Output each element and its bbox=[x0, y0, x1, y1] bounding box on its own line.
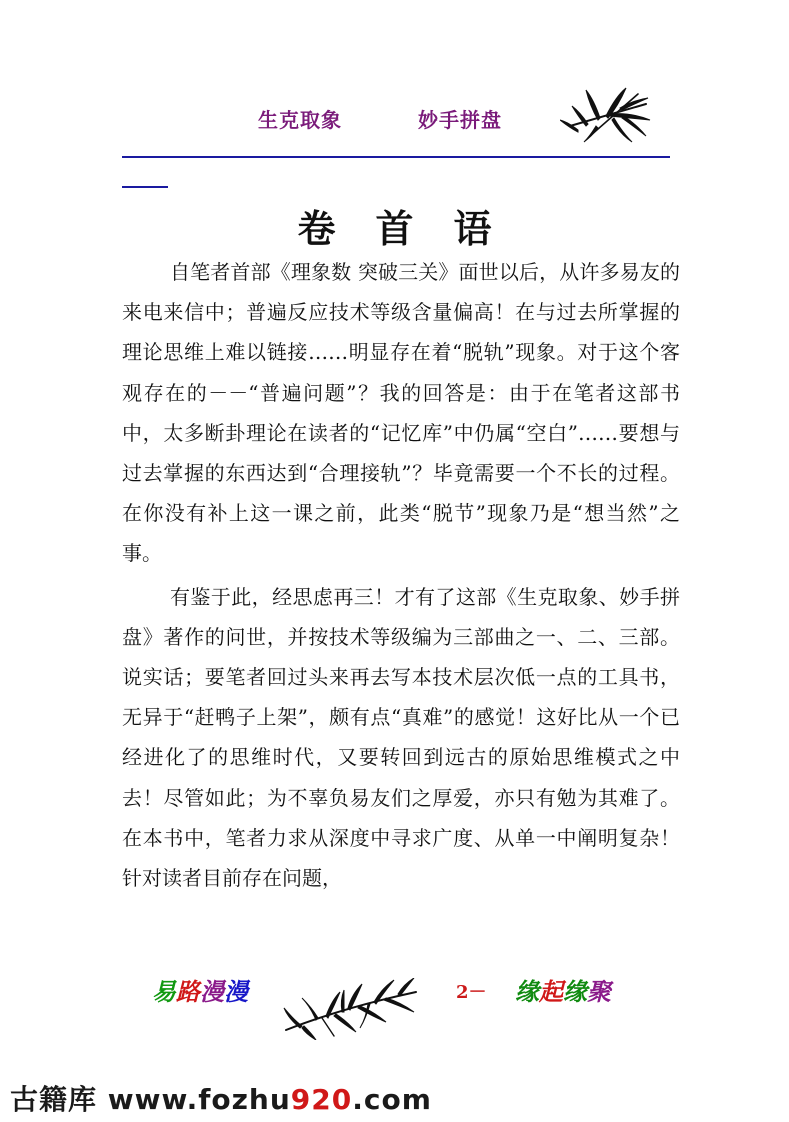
body-text bbox=[122, 252, 680, 898]
footer-motto-char: 漫 bbox=[200, 977, 224, 1006]
footer-motto-char: 聚 bbox=[587, 977, 611, 1006]
watermark-site-name: 古籍库 bbox=[10, 1083, 98, 1116]
footer-motto-char: 起 bbox=[539, 977, 563, 1006]
header-title-left: 生克取象 bbox=[258, 108, 342, 132]
footer-motto-char: 路 bbox=[176, 977, 200, 1006]
watermark-url-number: 920 bbox=[290, 1083, 353, 1116]
header-title-right: 妙手拼盘 bbox=[418, 108, 502, 132]
page-title: 卷首语 bbox=[297, 206, 532, 251]
footer-motto-char: 缘 bbox=[563, 977, 587, 1006]
bamboo-branch-icon bbox=[282, 978, 420, 1040]
bamboo-icon bbox=[560, 86, 652, 144]
watermark-url[interactable] bbox=[108, 1083, 432, 1116]
watermark-url-prefix: www.fozhu bbox=[107, 1083, 291, 1116]
header-rule bbox=[122, 156, 670, 158]
watermark-url-suffix: .com bbox=[352, 1083, 432, 1116]
footer-motto-right bbox=[515, 972, 611, 1007]
footer-motto-char: 易 bbox=[152, 977, 176, 1006]
page-header bbox=[0, 104, 789, 134]
watermark bbox=[10, 1078, 432, 1118]
header-rule-short bbox=[122, 186, 168, 188]
footer-motto-char: 缘 bbox=[515, 977, 539, 1006]
paragraph: 自笔者首部《理象数 突破三关》面世以后，从许多易友的来电来信中；普遍反应技术等级含量偏高！在与过去所掌握的理论思维上难以链接……明显存在着“脱轨”现象。对于这个客观存在的－－“普遍问题”？我的回答是：由于在笔者这部书中，太多断卦理论在读者的“记忆库”中仍属“空白”……要想与过去掌握的东西达到“合理接轨”？毕竟需要一个不长的过程。在你没有补上这一课之前，此类“脱节”现象乃是“想当然”之事。 bbox=[122, 260, 680, 566]
paragraph: 有鉴于此，经思虑再三！才有了这部《生克取象、妙手拼盘》著作的问世，并按技术等级编为三部曲之一、二、三部。说实话；要笔者回过头来再去写本技术层次低一点的工具书，无异于“赶鸭子上架”，颇有点“真难”的感觉！这好比从一个已经进化了的思维时代，又要转回到远古的原始思维模式之中去！尽管如此；为不辜负易友们之厚爱，亦只有勉为其难了。在本书中，笔者力求从深度中寻求广度、从单一中阐明复杂！针对读者目前存在问题， bbox=[122, 584, 680, 891]
footer-motto-char: 漫 bbox=[224, 977, 248, 1006]
page-number: 2－ bbox=[456, 982, 487, 1003]
footer-motto-left bbox=[152, 972, 248, 1007]
